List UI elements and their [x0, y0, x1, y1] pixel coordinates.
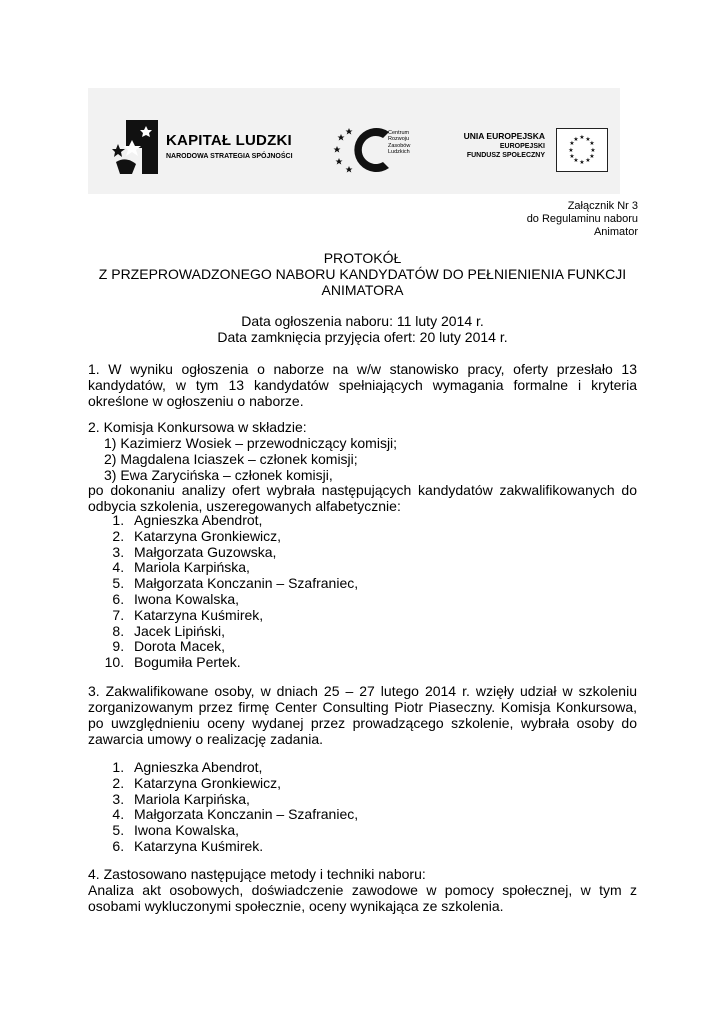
- annex-note: [527, 200, 638, 239]
- announcement-date: Data ogłoszenia naboru: 11 luty 2014 r.: [241, 313, 484, 329]
- list-item: 6. Katarzyna Kuśmirek.: [128, 839, 358, 855]
- eu-text: [455, 132, 545, 161]
- candidates-list: [88, 513, 358, 671]
- section-4-heading: 4. Zastosowano następujące metody i techniki naboru:: [88, 866, 426, 882]
- list-item: 2. Katarzyna Gronkiewicz,: [128, 776, 358, 792]
- list-item: 2. Katarzyna Gronkiewicz,: [128, 529, 358, 545]
- document-title: PROTOKÓŁ: [323, 250, 402, 266]
- committee-member: 3) Ewa Zarycińska – członek komisji,: [104, 467, 333, 483]
- list-item: 6. Iwona Kowalska,: [128, 592, 358, 608]
- svg-text:★: ★: [585, 157, 591, 164]
- crzl-emblem-icon: [333, 124, 393, 176]
- closing-date: Data zamknięcia przyjęcia ofert: 20 luty 2014 r.: [217, 329, 508, 345]
- eu-line-3: FUNDUSZ SPOŁECZNY: [466, 152, 545, 159]
- committee-member: 2) Magdalena Iciaszek – członek komisji;: [104, 451, 358, 467]
- svg-text:★: ★: [579, 134, 585, 141]
- eu-logo: [455, 128, 607, 172]
- svg-text:★: ★: [569, 140, 575, 147]
- svg-text:★: ★: [568, 147, 574, 154]
- section-3-text: 3. Zakwalifikowane osoby, w dniach 25 – 27 lutego 2014 r. wzięły udział w szkoleniu zorganizowanym przez firmę Center Consulting Piotr Piaseczny. Komisja Konkursowa, po uwzględnieniu oceny wydanej przez prowadzącego szkolenie, wybrała osoby do zawarcia umowy o realizację zadania.: [88, 683, 637, 747]
- list-item: 3. Małgorzata Guzowska,: [128, 545, 358, 561]
- kapital-ludzki-emblem-icon: [112, 118, 160, 176]
- svg-text:★: ★: [590, 147, 596, 154]
- section-2-heading: 2. Komisja Konkursowa w składzie:: [88, 419, 307, 435]
- list-item: 4. Małgorzata Konczanin – Szafraniec,: [128, 807, 358, 823]
- kapital-ludzki-logo: [112, 118, 302, 176]
- svg-text:★: ★: [589, 153, 595, 160]
- list-item: 9. Dorota Macek,: [128, 639, 358, 655]
- list-item: 5. Małgorzata Konczanin – Szafraniec,: [128, 576, 358, 592]
- list-item: 1. Agnieszka Abendrot,: [128, 760, 358, 776]
- svg-text:★: ★: [573, 136, 579, 143]
- svg-text:★: ★: [573, 157, 579, 164]
- annex-line-1: Załącznik Nr 3: [567, 200, 638, 212]
- list-item: 7. Katarzyna Kuśmirek,: [128, 608, 358, 624]
- section-1-text: 1. W wyniku ogłoszenia o naborze na w/w stanowisko pracy, oferty przesłało 13 kandydatów, w tym 13 kandydatów spełniających wymagania formalne i kryteria określone w ogłoszeniu o naborze.: [88, 361, 637, 409]
- document-subtitle-line-1: Z PRZEPROWADZONEGO NABORU KANDYDATÓW DO PEŁNIENIENIA FUNKCJI: [98, 266, 627, 282]
- svg-text:★: ★: [569, 153, 575, 160]
- list-item: 3. Mariola Karpińska,: [128, 792, 358, 808]
- list-item: 1. Agnieszka Abendrot,: [128, 513, 358, 529]
- svg-text:★: ★: [585, 136, 591, 143]
- section-4-text: Analiza akt osobowych, doświadczenie zawodowe w pomocy społecznej, w tym z osobami wykluczonymi społecznie, oceny wynikająca ze szkolenia.: [88, 882, 637, 914]
- annex-line-3: Animator: [593, 226, 638, 238]
- section-2-text: po dokonaniu analizy ofert wybrała następujących kandydatów zakwalifikowanych do odbycia szkolenia, uszeregowanych alfabetycznie:: [88, 482, 637, 514]
- list-item: 4. Mariola Karpińska,: [128, 560, 358, 576]
- list-item: 10. Bogumiła Pertek.: [128, 655, 358, 671]
- eu-line-1: UNIA EUROPEJSKA: [463, 131, 545, 141]
- document-subtitle-line-2: ANIMATORA: [321, 282, 404, 298]
- svg-text:★: ★: [579, 159, 585, 166]
- annex-line-2: do Regulaminu naboru: [526, 213, 638, 225]
- eu-flag-icon: [556, 128, 608, 172]
- selected-list: [88, 760, 358, 855]
- svg-text:★: ★: [589, 140, 595, 147]
- committee-member: 1) Kazimierz Wosiek – przewodniczący komisji;: [104, 435, 398, 451]
- kapital-ludzki-subtitle: NARODOWA STRATEGIA SPÓJNOŚCI: [166, 153, 293, 160]
- crzl-text: Centrum Rozwoju Zasobów Ludzkich: [388, 130, 411, 155]
- list-item: 5. Iwona Kowalska,: [128, 823, 358, 839]
- kapital-ludzki-title: KAPITAŁ LUDZKI: [166, 132, 292, 149]
- centrum-rozwoju-logo: [333, 124, 443, 176]
- eu-line-2: EUROPEJSKI: [499, 142, 545, 150]
- list-item: 8. Jacek Lipiński,: [128, 624, 358, 640]
